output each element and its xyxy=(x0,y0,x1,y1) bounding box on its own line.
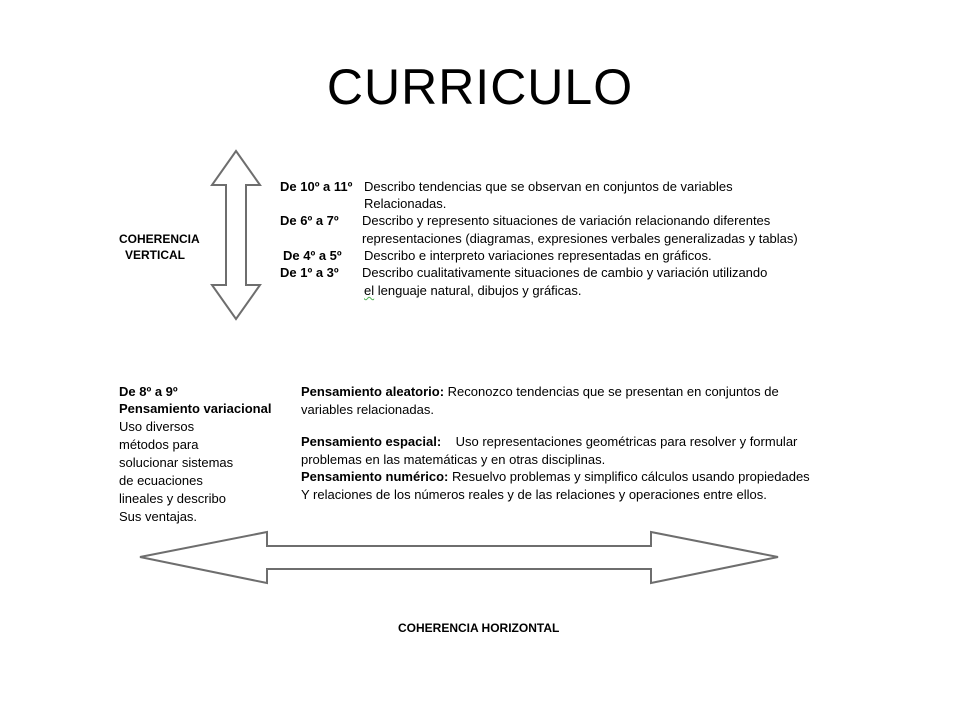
heading: Pensamiento numérico: xyxy=(301,469,449,484)
row-text: Describo tendencias que se observan en conjuntos de variables xyxy=(364,179,733,194)
text: Uso representaciones geométricas para resolver y formular xyxy=(441,434,798,449)
horizontal-double-arrow xyxy=(140,532,778,583)
left-text: Uso diversos xyxy=(119,419,195,434)
row-text: variables relacionadas. xyxy=(301,402,434,417)
left-text: Sus ventajas. xyxy=(119,509,198,524)
label-line: COHERENCIA xyxy=(119,232,200,246)
row-text: Describo e interpreto variaciones representadas en gráficos. xyxy=(364,248,712,263)
text: Reconozco tendencias que se presentan en conjuntos de xyxy=(444,384,779,399)
left-text: solucionar sistemas xyxy=(119,455,234,470)
row-text: Y relaciones de los números reales y de las relaciones y operaciones entre ellos. xyxy=(301,487,767,502)
row-text: representaciones (diagramas, expresiones verbales generalizadas y tablas) xyxy=(362,231,798,246)
left-text: lineales y describo xyxy=(119,491,226,506)
grade-1-3: De 1º a 3º xyxy=(280,265,339,280)
row-text: Relacionadas. xyxy=(364,196,447,211)
text: Resuelvo problemas y simplifico cálculos usando propiedades xyxy=(448,469,810,484)
label-line: VERTICAL xyxy=(125,248,185,262)
row-text: problemas en las matemáticas y en otras disciplinas. xyxy=(301,452,606,467)
row-text-part: lenguaje natural, dibujos y gráficas. xyxy=(374,283,582,298)
vertical-double-arrow xyxy=(212,151,260,319)
row-text xyxy=(364,282,582,300)
left-text: métodos para xyxy=(119,437,199,452)
row-text: Describo y represento situaciones de variación relacionando diferentes xyxy=(362,213,771,228)
grade-10-11: De 10º a 11º xyxy=(280,179,353,194)
pensamiento-variacional-heading: Pensamiento variacional xyxy=(119,401,272,416)
heading: Pensamiento espacial: xyxy=(301,434,442,449)
heading: Pensamiento aleatorio: xyxy=(301,384,445,399)
pensamiento-numerico xyxy=(301,468,810,486)
grade-8-9: De 8º a 9º xyxy=(119,384,178,399)
page-title: CURRICULO xyxy=(326,59,634,115)
row-text: Describo cualitativamente situaciones de cambio y variación utilizando xyxy=(362,265,768,280)
coherencia-vertical-label xyxy=(119,231,200,263)
row-text-part: el xyxy=(364,283,375,298)
grade-4-5: De 4º a 5º xyxy=(283,248,342,263)
grade-6-7: De 6º a 7º xyxy=(280,213,339,228)
pensamiento-aleatorio xyxy=(301,383,779,401)
coherencia-horizontal-label: COHERENCIA HORIZONTAL xyxy=(398,621,560,635)
left-text: de ecuaciones xyxy=(119,473,203,488)
pensamiento-espacial xyxy=(301,433,797,451)
